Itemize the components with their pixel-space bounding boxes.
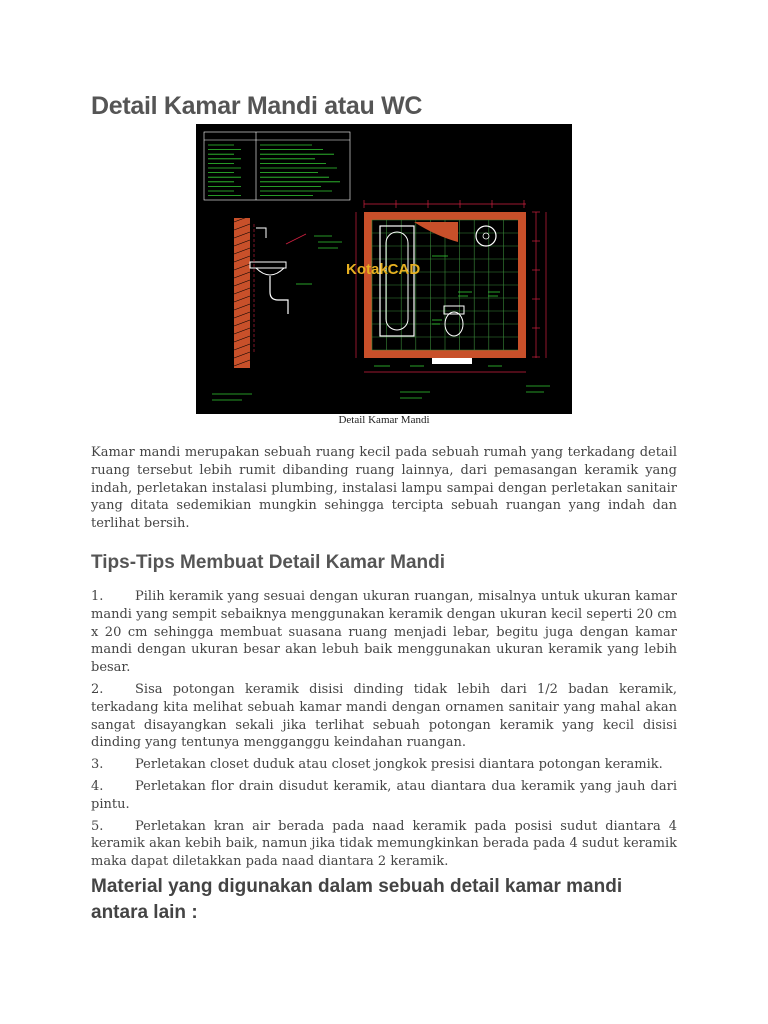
- tip-text: Perletakan kran air berada pada naad keramik pada posisi sudut diantara 4 keramik akan kebih baik, namun jika tidak memungkinkan berada pada 4 sudut keramik maka dapat diletakkan pada naad diantara 2 keramik.: [91, 818, 677, 870]
- tip-text: Sisa potongan keramik disisi dinding tidak lebih dari 1/2 badan keramik, terkadang kita melihat sebuah kamar mandi dengan ornamen sanitair yang mahal akan sangat disayangkan sekali jika terlihat sebuah potongan keramik yang kecil disisi dinding yang tentunya mengganggu keindahan ruangan.: [91, 681, 677, 751]
- tip-number: 2.: [91, 681, 104, 697]
- figure-caption: Detail Kamar Mandi: [338, 414, 430, 426]
- tip-number: 5.: [91, 818, 104, 834]
- bathroom-cad-drawing: [196, 124, 572, 414]
- tip-item: [91, 588, 677, 677]
- tip-item: [91, 756, 677, 774]
- watermark-text: KotakCAD: [346, 261, 421, 278]
- materials-heading: Material yang digunakan dalam sebuah detail kamar mandi antara lain :: [91, 876, 623, 923]
- tip-text: Pilih keramik yang sesuai dengan ukuran ruangan, misalnya untuk ukuran kamar mandi yang sempit sebaiknya menggunakan keramik dengan ukuran kecil seperti 20 cm x 20 cm sehingga membuat suasana ruang menjadi lebar, begitu juga dengan kamar mandi dengan ukuran besar akan lebuh baik menggunakan ukuran keramik yang lebih besar.: [91, 589, 677, 676]
- tips-list: [91, 588, 677, 875]
- tips-heading: Tips-Tips Membuat Detail Kamar Mandi: [91, 552, 446, 573]
- tip-item: [91, 818, 677, 871]
- tip-item: [91, 778, 677, 814]
- tip-text: Perletakan flor drain disudut keramik, atau diantara dua keramik yang jauh dari pintu.: [91, 778, 677, 812]
- tip-text: Perletakan closet duduk atau closet jongkok presisi diantara potongan keramik.: [135, 757, 663, 773]
- tip-number: 4.: [91, 778, 104, 794]
- intro-paragraph: Kamar mandi merupakan sebuah ruang kecil pada sebuah rumah yang terkadang detail ruang tersebut lebih rumit dibanding ruang lainnya, dari pemasangan keramik yang indah, perletakan instalasi plumbing, instalasi lampu sampai dengan perletakan sanitair yang ditata sedemikian mungkin sehingga tercipta sebuah ruangan yang indah dan terlihat bersih.: [91, 445, 677, 532]
- page-title: Detail Kamar Mandi atau WC: [91, 92, 423, 120]
- tip-number: 1.: [91, 589, 104, 604]
- tip-number: 3.: [91, 757, 104, 773]
- cad-drawing-figure: [196, 124, 572, 414]
- tip-item: [91, 681, 677, 752]
- bathroom-floor-plan: [364, 212, 526, 364]
